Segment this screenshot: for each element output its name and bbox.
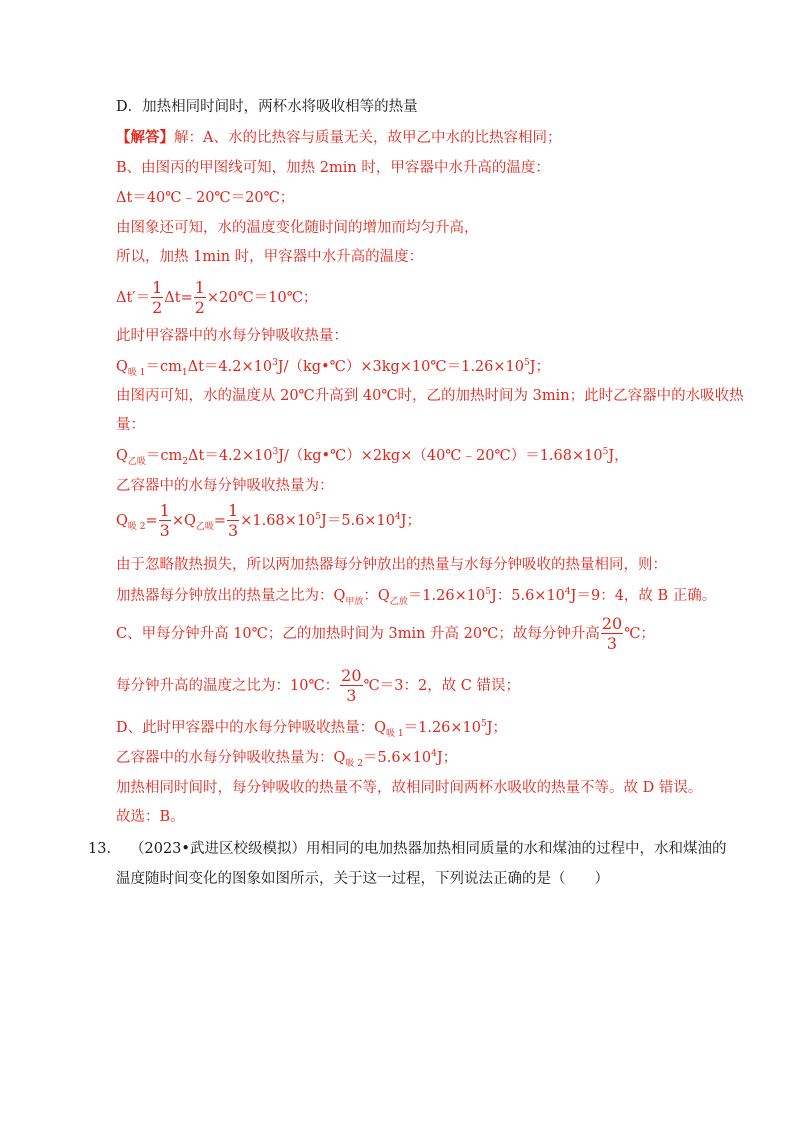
answer-line-4: 由图象还可知，水的温度变化随时间的增加而均匀升高，	[116, 220, 479, 236]
answer-line-18: D、此时甲容器中的水每分钟吸收热量：$Q_{吸 1}=1.26\times 10^5J$；	[116, 719, 508, 739]
answer-line-8: $Q_{吸 1}=cm_1\Delta t=4.2\times 10^3J/(kg•℃)\times 3kg\times 10℃=1.26\times 10^5J$；	[116, 358, 551, 378]
answer-line-20: 加热相同时间时，每分钟吸收的热量不等，故相同时间两杯水吸收的热量不等。故 D 错误。	[116, 780, 703, 796]
fraction: $\frac{1}{3}$	[159, 501, 170, 540]
answer-line-19: 乙容器中的水每分钟吸收热量为：$Q_{吸 2}=5.6\times 10^4J$；	[116, 749, 458, 769]
fraction: $\frac{20}{3}$	[341, 666, 362, 705]
answer-line-14: 由于忽略散热损失，所以两加热器每分钟放出的热量与水每分钟吸收的热量相同，则：	[116, 557, 667, 573]
answer-line-17-formula: 每分钟升高的温度之比为：10℃： $\frac{20}{3}$ ℃＝3：2，故 C 错误；	[116, 666, 521, 705]
answer-line-21: 故选：B。	[116, 809, 185, 825]
fraction: $\frac{1}{2}$	[152, 278, 163, 317]
fraction: $\frac{20}{3}$	[601, 614, 623, 653]
answer-tag: 【解答】	[116, 129, 174, 146]
answer-line-6-formula: Δt′＝ $\frac{1}{2}$ Δt= $\frac{1}{2}$ ×20℃＝10℃；	[116, 278, 318, 317]
answer-line-15: 加热器每分钟放出的热量之比为：$Q_{甲放}$：$Q_{乙放}=1.26\times 10^5J$：$5.6\times 10^4J=9$：4，故 B 正确。	[116, 587, 717, 607]
answer-line-11: $Q_{乙吸}=cm_2\Delta t=4.2\times 10^3J/(kg•℃)\times 2kg\times(40℃﹣20℃)=1.68\times 10^5J$，	[116, 447, 629, 467]
question-13-line-1: （2023•武进区校级模拟）用相同的电加热器加热相同质量的水和煤油的过程中，水和煤油的	[130, 841, 727, 857]
answer-line-7: 此时甲容器中的水每分钟吸收热量：	[116, 328, 348, 344]
option-d: D．加热相同时间时，两杯水将吸收相等的热量	[116, 99, 418, 115]
answer-line-16-formula: C、甲每分钟升高 10℃；乙的加热时间为 3min 升高 20℃；故每分钟升高 $\frac{20}{3}$ ℃；	[116, 614, 655, 653]
answer-line-3: Δt＝40℃﹣20℃＝20℃；	[116, 190, 295, 206]
fraction: $\frac{1}{2}$	[194, 278, 205, 317]
answer-line-13-formula: $Q_{吸 2}=$ $\frac{1}{3}$ $\times Q_{乙吸}=$ $\frac{1}{3}$ $\times 1.68\times 10^5J=5.6\times 10^4J$；	[116, 501, 422, 540]
answer-line-2: B、由图丙的甲图线可知，加热 2min 时，甲容器中水升高的温度：	[116, 160, 550, 176]
answer-line-9: 由图丙可知，水的温度从 20℃升高到 40℃时，乙的加热时间为 3min；此时乙容器中的水吸收热	[116, 388, 744, 404]
answer-line-12: 乙容器中的水每分钟吸收热量为：	[116, 478, 334, 494]
answer-line-1: 【解答】解：A、水的比热容与质量无关，故甲乙中水的比热容相同；	[116, 129, 562, 146]
answer-line-10: 量：	[116, 417, 145, 433]
fraction: $\frac{1}{3}$	[228, 501, 239, 540]
question-13-line-2: 温度随时间变化的图象如图所示，关于这一过程，下列说法正确的是（ ）	[116, 871, 609, 887]
answer-line-5: 所以，加热 1min 时，甲容器中水升高的温度：	[116, 249, 424, 265]
question-number: 13．	[88, 841, 121, 857]
